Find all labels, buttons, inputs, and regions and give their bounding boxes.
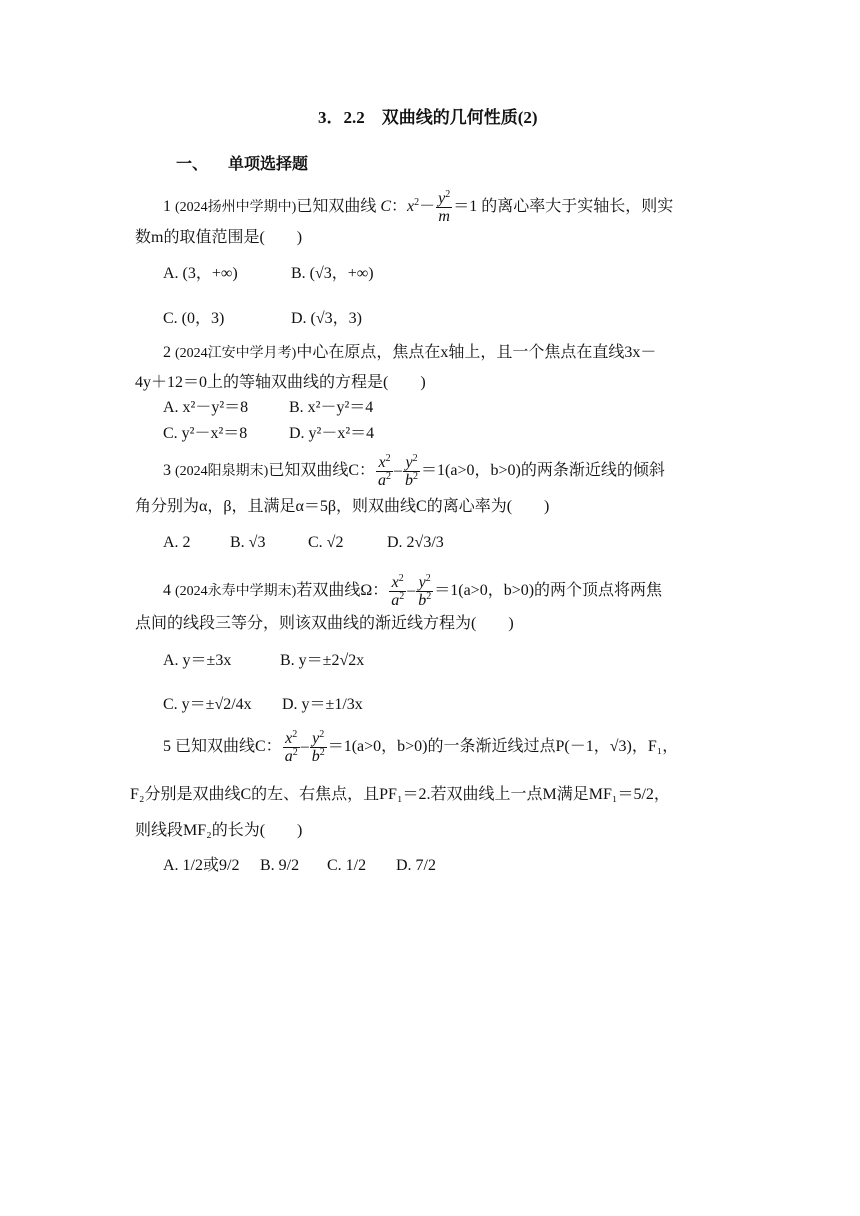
option-c: C. (0，3) [163,310,225,327]
question-3-line-1: 3 (2024阳泉期末)已知双曲线C： $\frac{x^2}{a^2}$ – $\frac{y^2}{b^2}$ ＝1(a>0，b>0)的两条渐近线的倾斜 [163,452,665,489]
fraction: $\frac{y^2}{b^2}$ [311,728,325,765]
option-c: C. y²－x²＝8 [163,425,248,442]
question-text: 若双曲线Ω： [296,582,389,599]
question-1-line-1: 1 (2024扬州中学期中)已知双曲线 C：$x^2-$ $\frac{y^2}{m}$ ＝1 的离心率大于实轴长，则实 [163,189,674,225]
option-d: D. 7/2 [396,857,436,874]
fraction: $\frac{y^2}{b^2}$ [418,572,432,609]
option-b: B. √3 [230,534,266,551]
question-number: 1 [163,198,171,216]
question-text: ＝1(a>0，b>0)的两条渐近线的倾斜 [421,462,665,479]
option-a: A. y＝±3x [163,652,232,669]
question-text: 已知双曲线C： [175,738,282,755]
question-source: (2024江安中学月考) [175,346,297,361]
question-text: 已知双曲线C： [268,462,376,479]
option-b: B. 9/2 [260,857,300,874]
question-text: ＝1(a>0，b>0)的两个顶点将两焦 [434,582,663,599]
fraction: $\frac{x^2}{a^2}$ [378,452,392,489]
question-2-line-1 [163,343,656,364]
page-title: 3．2.2 双曲线的几何性质(2) [318,108,538,127]
question-number: 3 [163,462,171,479]
question-5-line-3: 则线段MF₂的长为( ) [135,822,303,839]
option-a: A. 1/2或9/2 [163,857,240,874]
option-a: A. 2 [163,534,191,551]
question-5-line-1: 5 已知双曲线C： $\frac{x^2}{a^2}$ – $\frac{y^2}{b^2}$ ＝1(a>0，b>0)的一条渐近线过点P(－1，√3)，F₁， [163,728,679,765]
fraction: $\frac{x^2}{a^2}$ [284,728,298,765]
question-number: 4 [163,582,171,599]
question-4-line-1: 4 (2024永寿中学期末)若双曲线Ω： $\frac{x^2}{a^2}$ – $\frac{y^2}{b^2}$ ＝1(a>0，b>0)的两个顶点将两焦 [163,572,663,609]
question-source: (2024永寿中学期末) [175,584,297,599]
option-c: C. y＝±√2/4x [163,696,252,713]
question-source: (2024扬州中学期中) [175,200,297,216]
option-c: C. √2 [308,534,344,551]
section-label: 单项选择题 [228,156,309,173]
section-heading [176,155,308,175]
option-b: B. x²－y²＝4 [289,399,374,416]
question-4-line-2: 点间的线段三等分，则该双曲线的渐近线方程为( ) [135,615,514,632]
option-d: D. 2√3/3 [387,534,444,551]
option-a: A. (3，+∞) [163,265,238,282]
question-5-line-2: F₂分别是双曲线C的左、右焦点，且PF₁＝2.若双曲线上一点M满足MF₁＝5/2， [130,786,670,803]
section-number: 一、 [176,156,209,173]
option-d: D. y＝±1/3x [282,696,363,713]
question-2-line-2: 4y＋12＝0上的等轴双曲线的方程是( ) [135,374,426,391]
fraction: $\frac{y^2}{m}$ [438,189,451,225]
question-source: (2024阳泉期末) [175,464,269,479]
option-d: D. y²－x²＝4 [289,425,375,442]
question-number: 5 [163,738,171,755]
question-text: 已知双曲线 [296,198,377,216]
question-text: ＝1(a>0，b>0)的一条渐近线过点P(－1，√3)，F₁， [327,738,679,755]
question-text: 的离心率大于实轴长，则实 [481,198,674,216]
question-number: 2 [163,344,171,361]
question-3-line-2: 角分别为α，β，且满足α＝5β，则双曲线C的离心率为( ) [135,498,550,515]
fraction: $\frac{x^2}{a^2}$ [391,572,405,609]
question-1-line-2: 数m的取值范围是( ) [135,229,303,246]
option-d: D. (√3，3) [291,310,362,327]
option-a: A. x²－y²＝8 [163,399,249,416]
question-text: 中心在原点，焦点在x轴上，且一个焦点在直线3x－ [296,344,657,361]
option-b: B. (√3，+∞) [291,265,374,282]
option-b: B. y＝±2√2x [280,652,365,669]
fraction: $\frac{y^2}{b^2}$ [405,452,419,489]
option-c: C. 1/2 [327,857,367,874]
